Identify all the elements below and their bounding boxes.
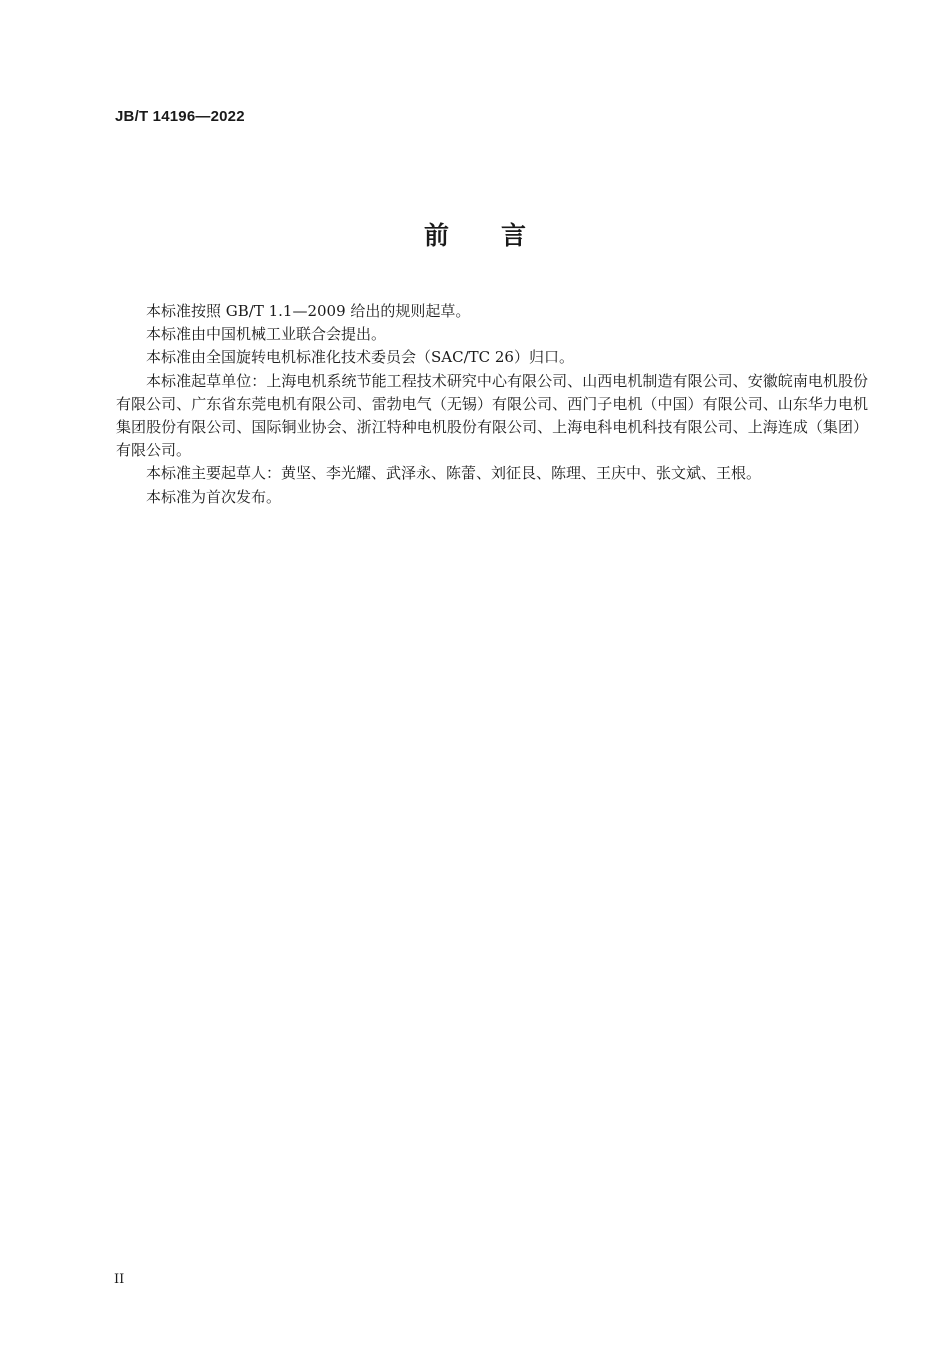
standard-number: JB/T 14196—2022 — [115, 108, 245, 125]
paragraph-drafters: 本标准主要起草人：黄坚、李光耀、武泽永、陈蕾、刘征艮、陈理、王庆中、张文斌、王根。 — [146, 464, 762, 483]
paragraph-proposer: 本标准由中国机械工业联合会提出。 — [146, 325, 387, 344]
foreword-body — [116, 300, 868, 509]
paragraph-committee: 本标准由全国旋转电机标准化技术委员会（SAC/TC 26）归口。 — [146, 348, 574, 367]
paragraph-drafting-rules: 本标准按照 GB/T 1.1—2009 给出的规则起草。 — [146, 302, 471, 320]
page-number: II — [114, 1272, 125, 1287]
paragraph-first-release: 本标准为首次发布。 — [146, 487, 282, 506]
paragraph-drafting-units: 本标准起草单位：上海电机系统节能工程技术研究中心有限公司、山西电机制造有限公司、安徽皖南电机股份有限公司、广东省东莞电机有限公司、雷勃电气（无锡）有限公司、西门子电机（中国）有限公司、山东华力电机集团股份有限公司、国际铜业协会、浙江特种电机股份有限公司、上海电科电机科技有限公司、上海连成（集团）有限公司。 — [116, 371, 868, 460]
page-title: 前言 — [423, 221, 578, 250]
